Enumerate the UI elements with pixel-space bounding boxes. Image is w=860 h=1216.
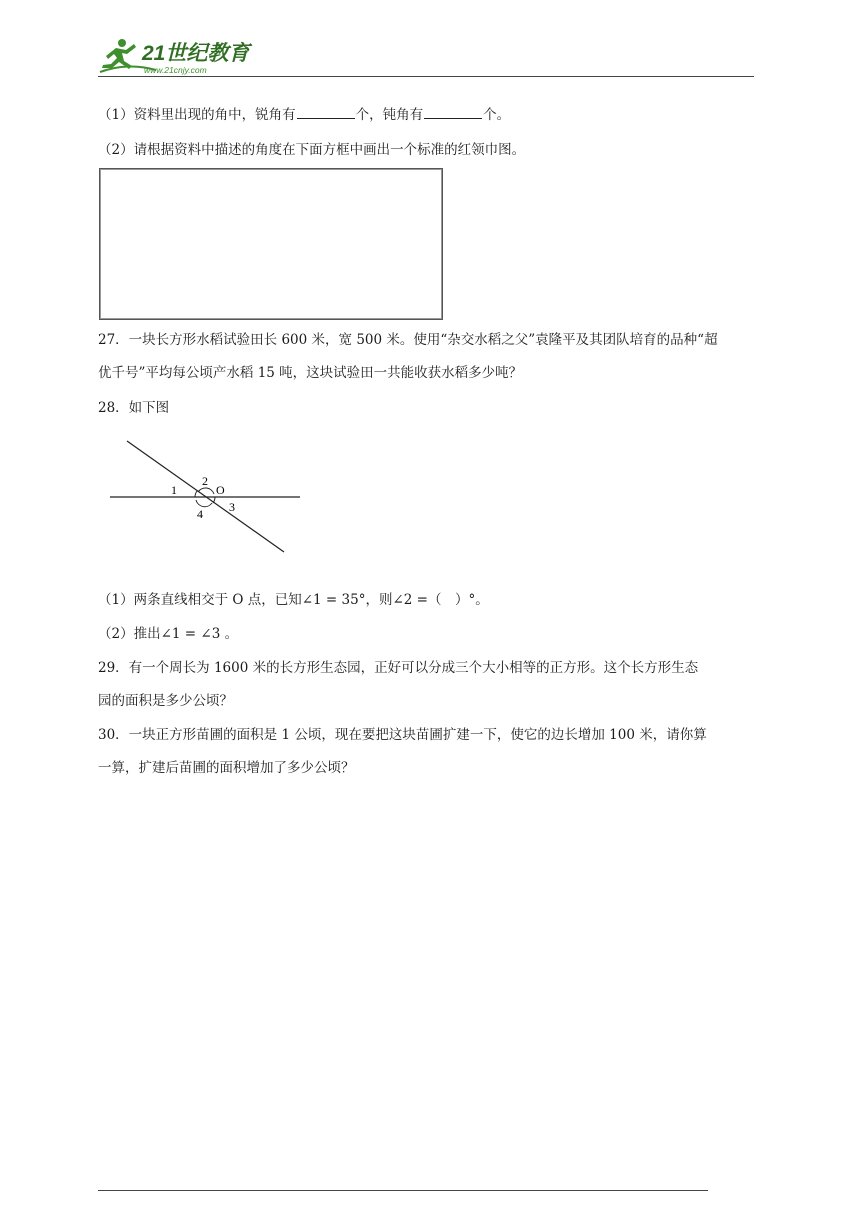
q27-line1: 27．一块长方形水稻试验田长 600 米，宽 500 米。使用“杂交水稻之父”袁隆平及其团队培育的品种“超 [98,332,718,348]
header-divider [98,76,754,77]
q26-sub1 [98,106,510,124]
acute-count-blank[interactable] [297,106,355,119]
intersecting-lines-figure [108,436,308,558]
angle-3-arc [213,497,215,503]
q28-sub1: （1）两条直线相交于 O 点，已知∠1 = 35°，则∠2 =（ ）°。 [98,592,489,608]
q28-sub2: （2）推出∠1 = ∠3 。 [98,626,239,642]
angle-1-arc [195,491,197,497]
page-header [98,34,754,78]
q29-line2: 园的面积是多少公顷？ [98,693,233,709]
q29-line1: 29．有一个周长为 1600 米的长方形生态园，正好可以分成三个大小相等的正方形。这个长方形生态 [98,660,699,676]
obtuse-count-blank[interactable] [424,106,482,119]
drawing-box[interactable] [99,168,443,320]
q28-title: 28．如下图 [98,400,170,416]
q27-line2: 优千号”平均每公顷产水稻 15 吨，这块试验田一共能收获水稻多少吨？ [98,365,523,381]
angle-label-4: 4 [197,507,203,521]
angle-4-arc [196,500,212,507]
q26-sub1-prefix: （1）资料里出现的角中，锐角有 [98,107,296,123]
logo-url: www.21cnjy.com [144,65,207,75]
q26-sub1-mid: 个，钝角有 [355,107,424,123]
q30-line1: 30．一块正方形苗圃的面积是 1 公顷，现在要把这块苗圃扩建一下，使它的边长增加 100 米，请你算 [98,727,707,743]
q30-line2: 一算，扩建后苗圃的面积增加了多少公顷？ [98,760,355,776]
q26-sub2: （2）请根据资料中描述的角度在下面方框中画出一个标准的红领巾图。 [98,142,526,158]
logo-title: 21世纪教育 [142,42,250,65]
angle-label-2: 2 [202,474,208,488]
footer-divider [98,1190,708,1191]
point-o-label: O [216,483,225,497]
logo [98,34,268,78]
angle-label-1: 1 [171,483,177,497]
q26-sub1-suffix: 个。 [483,107,511,123]
angle-label-3: 3 [229,500,235,514]
